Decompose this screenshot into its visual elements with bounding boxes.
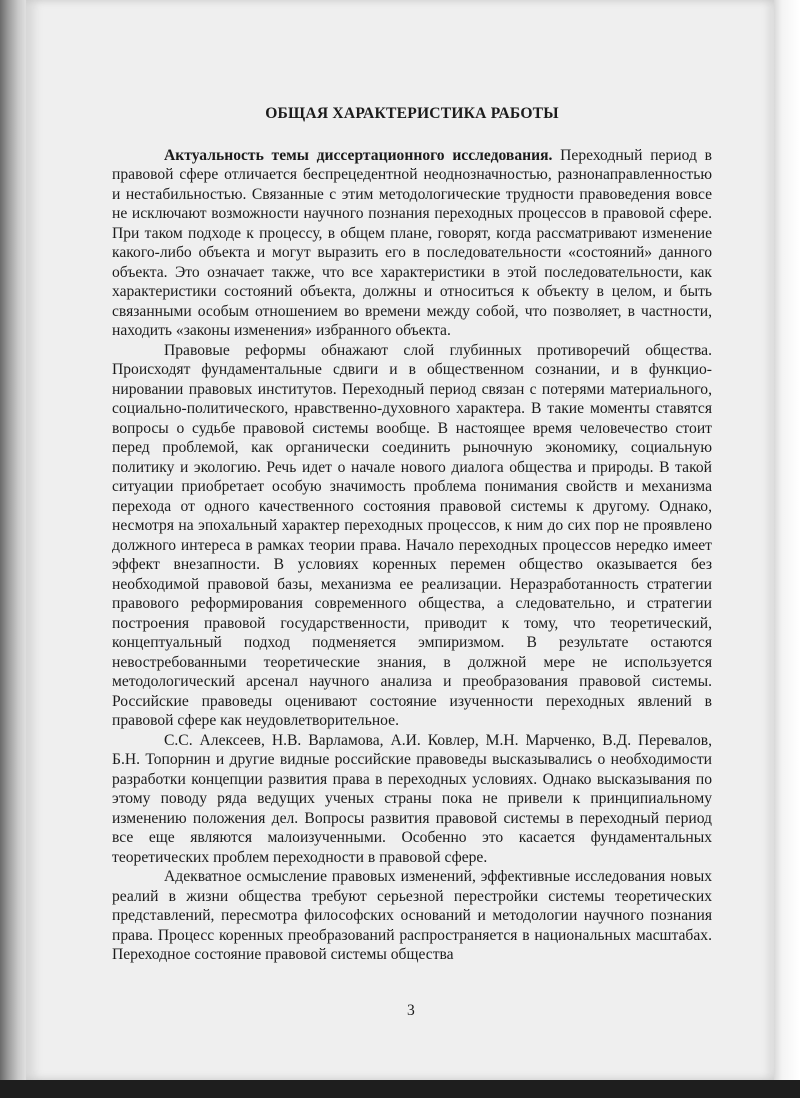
paragraph-relevance bbox=[112, 146, 712, 341]
paragraph-adequate-understanding: Адекватное осмысление правовых изменений, эффективные исследования новых реалий в жизни общества требуют серьезной перестройки системы теоретических представлений, пересмотра философских оснований и методологии научного познания права. Процесс коренных преобразований распространяется в национальных масштабах. Переходное состояние правовой системы общества bbox=[112, 868, 712, 963]
paragraph-scholars: С.С. Алексеев, Н.В. Варламова, А.И. Ковлер, М.Н. Марченко, В.Д. Перевалов, Б.Н. Топорнин и другие видные российские правоведы высказывались о необходимости разработки концепции развития права в переходных условиях. Однако высказывания по этому поводу ряда ведущих ученых страны пока не привели к принципиальному изменению положения дел. Вопросы развития правовой системы в переходный период все еще являются малоизученными. Особенно это касается фундаментальных теоретических проблем переходности в правовой сфере. bbox=[112, 731, 712, 866]
document-title: ОБЩАЯ ХАРАКТЕРИСТИКА РАБОТЫ bbox=[265, 105, 559, 122]
scan-left-edge bbox=[0, 0, 26, 1098]
page-number: 3 bbox=[407, 1002, 415, 1019]
relevance-lead: Актуальность темы диссертационного исследования. bbox=[164, 146, 553, 164]
scan-bottom-edge bbox=[0, 1080, 800, 1098]
scan-right-margin bbox=[774, 0, 800, 1098]
paragraph-legal-reforms: Правовые реформы обнажают слой глубинных противоречий общества. Происходят фундаментальные сдвиги и в общественном сознании, и в функционировании правовых институтов. Переходный период связан с потерями материального, социально-политического, нравственно-духовного характера. В такие моменты ставятся вопросы о судьбе правовой системы вообще. В настоящее время человечество стоит перед проблемой, как органически соединить рыночную экономику, социальную политику и экологию. Речь идет о начале нового диалога общества и природы. В такой ситуации приобретает особую значимость проблема понимания свойств и механизма перехода от одного качественного состояния правовой системы к другому. Однако, несмотря на эпохальный характер переходных процессов, к ним до сих пор не проявлено должного интереса в рамках теории права. Начало переходных процессов нередко имеет эффект внезапности. В условиях коренных перемен общество оказывается без необходимой правовой базы, механизма ее реализации. Неразработанность стратегии правового реформирования современного общества, а следовательно, и стратегии построения правовой государственности, приводит к тому, что теоретический, концептуальный подход подменяется эмпиризмом. В результате остаются невостребованными теоретические знания, в должной мере не используется методологический арсенал научного анализа и преобразования правовой системы. Российские правоведы оценивают состояние изученности переходных явлений в правовой сфере как неудовлетворительное. bbox=[112, 341, 712, 729]
relevance-text: Переходный период в правовой сфере отличается беспрецедентной неоднозначностью, разнонаправленностью и нестабильностью. Связанные с этим методологические трудности правоведения вовсе не исключают возможности научного познания переходных процессов в правовой сфере. При таком подходе к процессу, в общем плане, говорят, когда рассматривают изменение какого-либо объекта и могут выразить его в последовательности «состояний» данного объекта. Это означает также, что все характеристики в этой последовательности, как характеристики состояний объекта, должны и относиться к объекту в целом, и быть связанными особым отношением во времени между собой, что позволяет, в частности, находить «законы изменения» избранного объекта. bbox=[112, 146, 712, 339]
document-body bbox=[112, 104, 712, 965]
